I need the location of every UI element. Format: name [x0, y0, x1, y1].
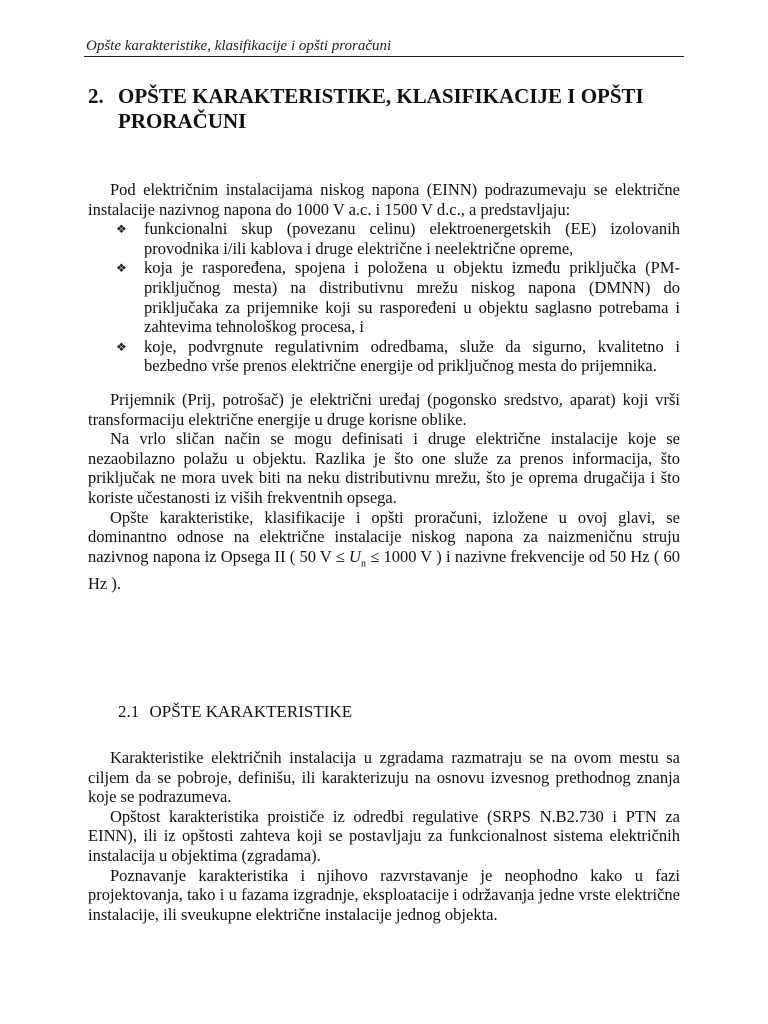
scope-text-middle: i nazivne frekvencije od 50 Hz: [446, 546, 650, 566]
list-item: [88, 258, 680, 336]
chapter-title: OPŠTE KARAKTERISTIKE, KLASIFIKACIJE I OPŠTI PRORAČUNI: [118, 84, 644, 133]
intro-block: [88, 180, 680, 593]
section-paragraph: Opštost karakteristika proističe iz odredbi regulative (SRPS N.B2.730 i PTN za EINN), ili iz opštosti zahteva koji se postavljaju za funkcionalnost sistema električnih instalacija u objektima (zgradama).: [88, 806, 680, 865]
diamond-bullet-icon: ❖: [116, 261, 127, 276]
section-title: OPŠTE KARAKTERISTIKE: [149, 702, 353, 721]
voltage-range-formula: [289, 546, 442, 569]
section-paragraph: Karakteristike električnih instalacija u zgradama razmatraju se na ovom mestu sa ciljem da se pobroje, definišu, ili karakterizuju na osnovu izvesnog prethodnog znanja koje se podrazumeva.: [88, 748, 680, 807]
list-item-text: koje, podvrgnute regulativnim odredbama, služe da sigurno, kvalitetno i bezbedno vrše prenos električne energije od priključnog mesta do prijemnika.: [144, 336, 680, 376]
formula-variable: U: [349, 546, 361, 566]
list-item: [88, 219, 680, 258]
paragraph-prijemnik: Prijemnik (Prij, potrošač) je električni uređaj (pogonsko sredstvo, aparat) koji vrši transformaciju električne energije u druge korisne oblike.: [88, 389, 680, 429]
diamond-bullet-icon: ❖: [116, 339, 127, 354]
paragraph-scope: [88, 508, 680, 594]
list-item: [88, 337, 680, 376]
section-heading: [118, 702, 352, 722]
header-rule: [84, 56, 684, 57]
scope-text-end: ( 60 Hz ).: [88, 546, 681, 593]
chapter-number: 2.: [88, 84, 104, 108]
scope-text: Opšte karakteristike, klasifikacije i opšti proračuni, izložene u ovoj glavi, se dominantno odnose na električne instalacije niskog napona za naizmeničnu struju nazivnog napona iz Opsega II: [88, 507, 680, 566]
list-item-text: funkcionalni skup (povezanu celinu) elektroenergetskih (EE) izolovanih provodnika i/ili kablova i druge električne i neelektrične opreme,: [144, 219, 680, 258]
formula-open: ( 50 V ≤: [289, 546, 350, 566]
section-number: 2.1: [118, 702, 140, 721]
formula-subscript: n: [360, 557, 366, 569]
running-header: Opšte karakteristike, klasifikacije i opšti proračuni: [86, 38, 392, 54]
list-item-text: koja je raspoređena, spojena i položena u objektu između priključka (PM-priključnog mesta) na distributivnu mrežu niskog napona (DMNN) do priključaka za prijemnike koji su raspoređeni u objektu saglasno potrebama i zahtevima tehnološkog procesa, i: [144, 258, 680, 337]
section-paragraph: Poznavanje karakteristika i njihovo razvrstavanje je neophodno kako u fazi projektovanja, tako i u fazama izgradnje, eksploatacije i održavanja jedne vrste električne instalacije, ili sveukupne električne instalacije jednog objekta.: [88, 865, 680, 924]
paragraph-other-installations: Na vrlo sličan način se mogu definisati i druge električne instalacije koje se nezaobilazno polažu u objektu. Razlika je što one služe za prenos informacija, što priključak ne mora uvek biti na neku distributivnu mrežu, što je oprema drugačija i što koriste učestanosti iz viših frekventnih opsega.: [88, 429, 680, 507]
section-body: [88, 748, 680, 924]
intro-paragraph: Pod električnim instalacijama niskog napona (EINN) podrazumevaju se električne instalacije nazivnog napona do 1000 V a.c. i 1500 V d.c., a predstavljaju:: [88, 180, 680, 219]
diamond-bullet-icon: ❖: [116, 222, 127, 237]
definition-list: [88, 219, 680, 376]
formula-close: ≤ 1000 V ): [365, 546, 442, 566]
